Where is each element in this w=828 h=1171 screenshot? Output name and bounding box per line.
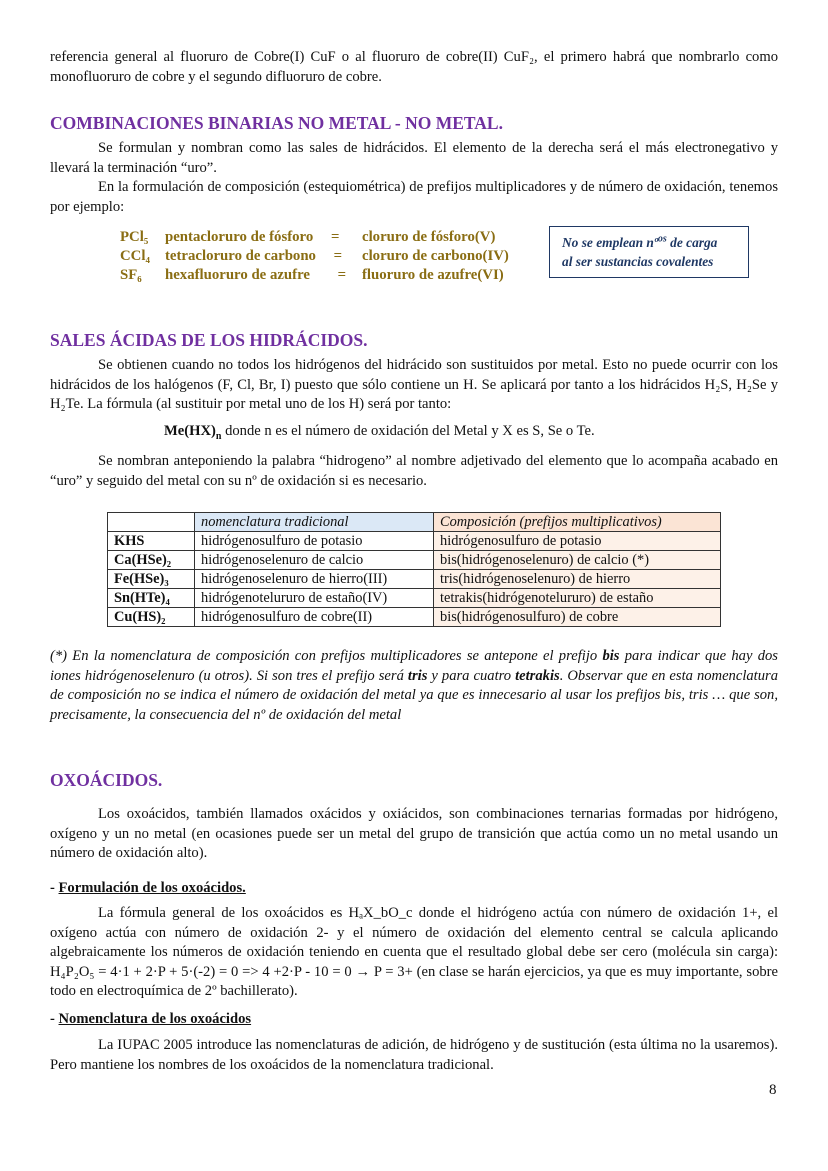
traditional-cell: hidrógenotelururo de estaño(IV): [195, 589, 434, 608]
formula: SF₆: [120, 267, 142, 283]
note-line-1: No se emplean nº$^{os}$ de carga: [562, 233, 718, 250]
subheading-formulation: - Formulación de los oxoácidos.: [50, 880, 246, 896]
traditional-cell: hidrógenoselenuro de calcio: [195, 551, 434, 570]
formula-cell: Sn(HTe)₄: [108, 589, 195, 608]
section-heading-oxo: OXOÁCIDOS.: [50, 770, 163, 790]
oxidation-name: cloruro de fósforo(V): [362, 229, 496, 245]
traditional-cell: hidrógenosulfuro de cobre(II): [195, 608, 434, 627]
salts-paragraph-2: Se nombran anteponiendo la palabra “hidrogeno” al nombre adjetivado del elemento que lo acompaña acabado en “uro” y seguido del metal con su nº de oxidación si es necesario.: [50, 453, 778, 489]
formula-row: [120, 266, 534, 285]
header-composition: Composición (prefijos multiplicativos): [434, 513, 721, 532]
formula-row: [120, 228, 534, 247]
oxo-paragraph-2: La fórmula general de los oxoácidos es HₐX_bO_c donde el hidrógeno actúa con número de oxidación 1+, el oxígeno actúa con número de oxidación 2- y el número de oxidación del elemento central se calcula aplicando algebraicamente los números de oxidación teniendo en cuenta que el resultado global debe ser cero (molécula sin carga): H₄P₂O₅ = 4·1 + 2·P + 5·(-2) = 0 => 4 +2·P - 10 = 0 → P = 3+ (en clase se harán ejercicios, ya que es muy importante, sobre todo en electroquímica de 2º bachillerato).: [50, 905, 778, 999]
salts-table: [107, 512, 721, 627]
formula: PCl₅: [120, 229, 149, 245]
table-header-row: [108, 513, 721, 532]
oxidation-name: fluoruro de azufre(VI): [362, 267, 504, 283]
binary-paragraph-1: Se formulan y nombran como las sales de hidrácidos. El elemento de la derecha será el más electronegativo y llevará la terminación “uro”.: [50, 140, 778, 176]
formula-cell: Cu(HS)₂: [108, 608, 195, 627]
traditional-cell: hidrógenosulfuro de potasio: [195, 532, 434, 551]
composition-name: hexafluoruro de azufre =: [165, 267, 347, 283]
salts-footnote: (*) En la nomenclatura de composición con prefijos multiplicadores se antepone el prefijo bis para indicar que hay dos iones hidrógenoselenuro (u otros). Si son tres el prefijo será tris y para cuatro tetrakis. Observar que en esta nomenclatura de composición no se indica el número de oxidación del metal ya que es innecesario al usar los prefijos bis, tris … que son, precisamente, la consecuencia del nº de oxidación del metal: [50, 648, 779, 723]
intro-paragraph: referencia general al fluoruro de Cobre(I) CuF o al fluoruro de cobre(II) CuF₂, el primero habrá que nombrarlo como monofluoruro de cobre y el segundo difluoruro de cobre.: [50, 49, 778, 85]
composition-name: tetracloruro de carbono =: [165, 248, 343, 264]
formula-cell: KHS: [108, 532, 195, 551]
table-row: [108, 551, 721, 570]
formula-cell: Fe(HSe)₃: [108, 570, 195, 589]
traditional-cell: hidrógenoselenuro de hierro(III): [195, 570, 434, 589]
composition-cell: hidrógenosulfuro de potasio: [434, 532, 721, 551]
binary-paragraph-2: En la formulación de composición (estequiométrica) de prefijos multiplicadores y de número de oxidación, tenemos por ejemplo:: [50, 179, 778, 215]
table-row: [108, 608, 721, 627]
composition-cell: bis(hidrógenoselenuro) de calcio (*): [434, 551, 721, 570]
salts-general-formula: $Me(HX)_n$ donde n es el número de oxidación del Metal y X es S, Se o Te.: [164, 423, 595, 442]
salts-paragraph-1: Se obtienen cuando no todos los hidrógenos del hidrácido son sustituidos por metal. Esto no puede ocurrir con los hidrácidos de los halógenos (F, Cl, Br, I) puesto que sólo contiene un H. Se aplicará por tanto a los hidrácidos H₂S, H₂Se y H₂Te. La fórmula (al sustituir por metal uno de los H) será por tanto:: [50, 357, 778, 412]
page-number: 8: [769, 1082, 777, 1098]
section-heading-salts: SALES ÁCIDAS DE LOS HIDRÁCIDOS.: [50, 330, 368, 350]
composition-cell: tetrakis(hidrógenotelururo) de estaño: [434, 589, 721, 608]
oxo-paragraph-3: La IUPAC 2005 introduce las nomenclaturas de adición, de hidrógeno y de sustitución (esta última no la usaremos). Pero mantiene los nombres de los oxoácidos de la nomenclatura tradicional.: [50, 1037, 778, 1073]
table-row: [108, 570, 721, 589]
covalent-note-box: [549, 226, 749, 278]
formula-cell: Ca(HSe)₂: [108, 551, 195, 570]
subheading-nomenclature: - Nomenclatura de los oxoácidos: [50, 1011, 252, 1027]
oxidation-name: cloruro de carbono(IV): [362, 248, 509, 264]
oxo-paragraph-1: Los oxoácidos, también llamados oxácidos y oxiácidos, son combinaciones ternarias formadas por hidrógeno, oxígeno y un no metal (en ocasiones puede ser un metal del grupo de transición que actúa como un no metal usando un número de oxidación alto).: [50, 806, 778, 861]
note-line-2: al ser sustancias covalentes: [562, 254, 714, 269]
formula-row: [120, 247, 534, 266]
formula: CCl₄: [120, 248, 150, 264]
composition-name: pentacloruro de fósforo =: [165, 229, 340, 245]
table-row: [108, 589, 721, 608]
header-traditional: nomenclatura tradicional: [195, 513, 434, 532]
header-empty: [108, 513, 195, 532]
composition-cell: tris(hidrógenoselenuro) de hierro: [434, 570, 721, 589]
composition-cell: bis(hidrógenosulfuro) de cobre: [434, 608, 721, 627]
binary-formula-list: [120, 228, 534, 285]
table-row: [108, 532, 721, 551]
section-heading-binary: COMBINACIONES BINARIAS NO METAL - NO METAL.: [50, 113, 503, 133]
